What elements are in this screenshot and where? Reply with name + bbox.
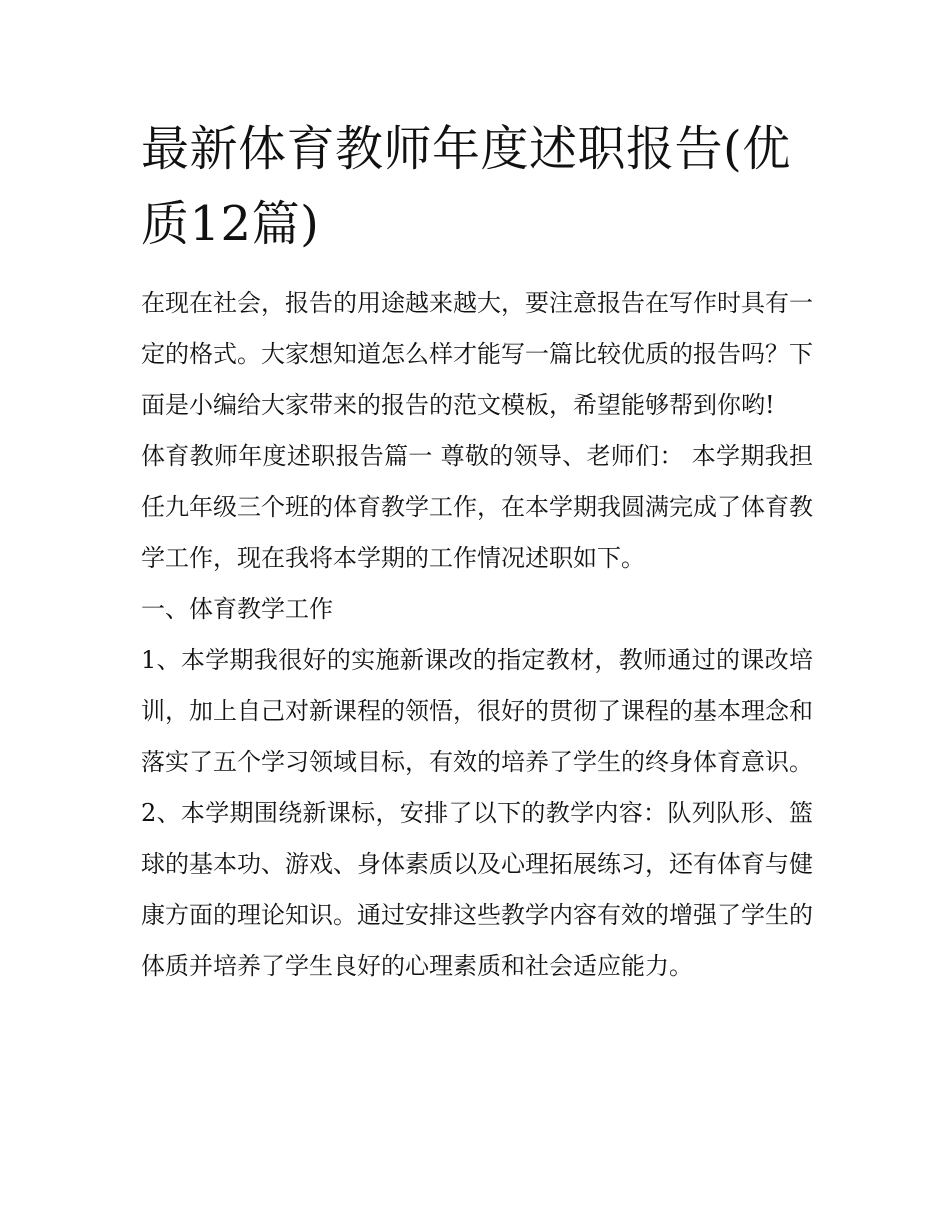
point-two-paragraph: 2、本学期围绕新课标，安排了以下的教学内容：队列队形、篮球的基本功、游戏、身体素质以及心理拓展练习，还有体育与健康方面的理论知识。通过安排这些教学内容有效的增强了学生的体质并培养了学生良好的心理素质和社会适应能力。 (141, 799, 813, 980)
point-one-paragraph: 1、本学期我很好的实施新课改的指定教材，教师通过的课改培训，加上自己对新课程的领悟，很好的贯彻了课程的基本理念和落实了五个学习领域目标，有效的培养了学生的终身体育意识。 (141, 646, 813, 776)
intro-paragraph: 在现在社会，报告的用途越来越大，要注意报告在写作时具有一定的格式。大家想知道怎么样才能写一篇比较优质的报告吗？下面是小编给大家带来的报告的范文模板，希望能够帮到你哟! (141, 289, 813, 419)
document-page (141, 112, 813, 992)
section-heading-teaching-work: 一、体育教学工作 (141, 595, 333, 623)
document-title: 最新体育教师年度述职报告(优质12篇) (141, 121, 791, 252)
section-one-opening-paragraph: 体育教师年度述职报告篇一 尊敬的领导、老师们： 本学期我担任九年级三个班的体育教学工作，在本学期我圆满完成了体育教学工作，现在我将本学期的工作情况述职如下。 (141, 442, 813, 572)
